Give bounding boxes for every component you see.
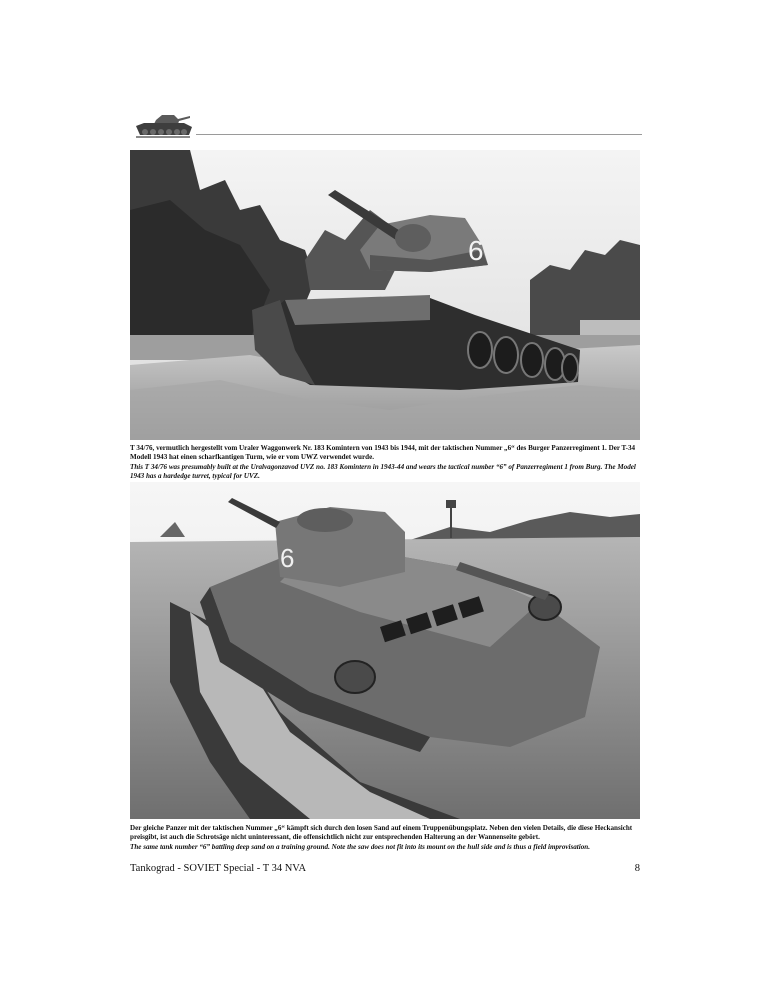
footer-publication-title: Tankograd - SOVIET Special - T 34 NVA (130, 863, 307, 874)
tactical-number-6: 6 (280, 543, 295, 573)
header-rule (196, 134, 642, 135)
page-number: 8 (634, 863, 640, 874)
caption-2-german: Der gleiche Panzer mit der taktischen Nummer „6“ kämpft sich durch den losen Sand auf einem Truppenübungsplatz. Neben den vielen Details, die diese Heckansicht preisgibt, ist auch die Schrotsäge nicht uninteressant, die offensichtlich nicht zur entsprechenden Halterung an der Wannenseite gebört. (130, 824, 633, 842)
caption-1-german: T 34/76, vermutlich hergestellt vom Uraler Waggonwerk Nr. 183 Komintern von 1943 bis 1944, mit der taktischen Nummer „6“ des Burger Panzerregiment 1. Der T-34 Modell 1943 hat einen scharfkantigen Turm, wie er vom UWZ verwendet wurde. (130, 444, 636, 462)
tactical-number-6: 6 (468, 235, 484, 266)
caption-photo-1 (130, 444, 640, 481)
caption-2-english: The same tank number “6” battling deep sand on a training ground. Note the saw does not fit into its mount on the hull side and is thus a field improvisation. (130, 842, 590, 851)
caption-1-english: This T 34/76 was presumably built at the Uralvagonzavod UVZ no. 183 Komintern in 1943-44 and wears the tactical number “6” of Panzerregiment 1 from Burg. The Model 1943 has a hardedge turret, typical for UVZ. (130, 462, 636, 480)
photo-tank-rear-view-trench (130, 482, 640, 819)
tank-silhouette-icon (132, 108, 194, 140)
photo-tank-on-sand-mound (130, 150, 640, 440)
caption-photo-2 (130, 824, 640, 852)
